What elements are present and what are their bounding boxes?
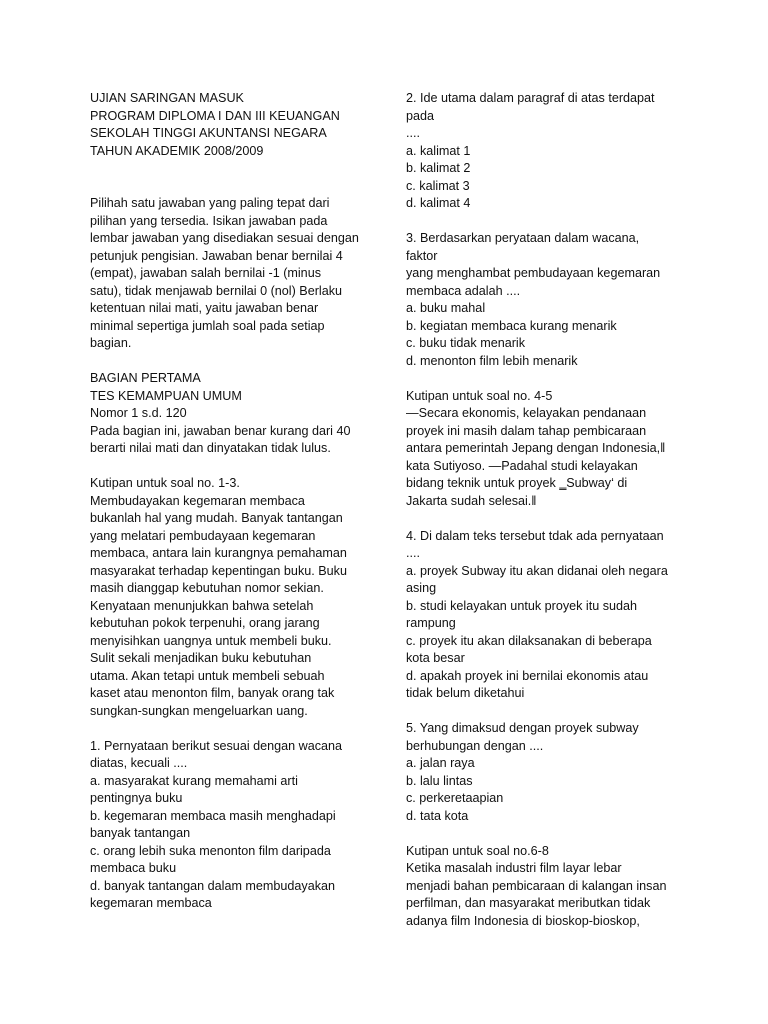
text-line: bukanlah hal yang mudah. Banyak tantangan [90,511,343,525]
header-line: SEKOLAH TINGGI AKUNTANSI NEGARA [90,126,327,140]
text-line: masyarakat terhadap kepentingan buku. Buku [90,563,347,578]
text-line: d. apakah proyek ini bernilai ekonomis atau [406,668,649,683]
text-line: pilihan yang tersedia. Isikan jawaban pada [90,213,328,228]
text-line: 4. Di dalam teks tersebut tdak ada pernyataan [406,528,664,543]
text-line: Kutipan untuk soal no. 4-5 [406,388,553,403]
text-line: membaca adalah .... [406,283,521,298]
text-line: 3. Berdasarkan peryataan dalam wacana, [406,231,640,245]
text-line: .... [406,126,420,140]
passage-4-5 [406,388,679,511]
text-line: a. masyarakat kurang memahami arti [90,773,298,788]
text-line: faktor [406,248,438,263]
text-line: lembar jawaban yang disediakan sesuai dengan [90,231,359,245]
text-line: petunjuk pengisian. Jawaban benar bernilai 4 [90,248,343,263]
text-line: d. kalimat 4 [406,196,471,210]
text-line: BAGIAN PERTAMA [90,371,201,385]
passage-1-3 [90,475,362,720]
text-line: 5. Yang dimaksud dengan proyek subway [406,721,639,735]
text-line: Pilihah satu jawaban yang paling tepat dari [90,196,330,210]
text-line: b. lalu lintas [406,773,473,788]
text-line: masih dianggap kebutuhan nomor sekian. [90,581,324,595]
text-line: a. proyek Subway itu akan didanai oleh negara [406,563,668,578]
text-line: tidak belum diketahui [406,686,525,700]
instructions-paragraph [90,195,362,353]
text-line: b. studi kelayakan untuk proyek itu sudah [406,598,638,613]
text-line: kota besar [406,651,465,665]
text-line: menyisihkan uangnya untuk membeli buku. [90,633,332,648]
text-line: b. kegemaran membaca masih menghadapi [90,808,336,823]
text-line: —Secara ekonomis, kelayakan pendanaan [406,406,647,420]
right-column [406,90,679,930]
question-5 [406,720,679,825]
text-line: c. perkeretaapian [406,791,504,805]
text-line: kegemaran membaca [90,896,212,910]
text-line: perfilman, dan masyarakat meributkan tidak [406,896,651,910]
text-line: c. orang lebih suka menonton film daripada [90,843,331,858]
text-line: Sulit sekali menjadikan buku kebutuhan [90,651,312,665]
text-line: yang menghambat pembudayaan kegemaran [406,266,661,280]
text-line: bidang teknik untuk proyek ‗Subway‘ di [406,476,628,490]
text-line: satu), tidak menjawab bernilai 0 (nol) Berlaku [90,283,342,298]
text-line: proyek ini masih dalam tahap pembicaraan [406,423,647,438]
text-line: diatas, kecuali .... [90,756,188,770]
text-line: Pada bagian ini, jawaban benar kurang dari 40 [90,423,351,438]
text-line: kata Sutiyoso. —Padahal studi kelayakan [406,458,638,473]
text-line: d. tata kota [406,808,469,823]
text-line: c. kalimat 3 [406,178,470,193]
text-line: yang melatari pembudayaan kegemaran [90,528,316,543]
text-line: a. jalan raya [406,756,475,770]
text-line: b. kalimat 2 [406,161,471,175]
text-line: banyak tantangan [90,826,191,840]
question-2 [406,90,679,213]
header-line: UJIAN SARINGAN MASUK [90,91,244,105]
text-line: Kutipan untuk soal no. 1-3. [90,476,240,490]
text-line: Kutipan untuk soal no.6-8 [406,843,549,858]
text-line: .... [406,546,420,560]
text-line: sungkan-sungkan mengeluarkan uang. [90,703,308,718]
text-line: antara pemerintah Jepang dengan Indonesia,‖ [406,441,666,455]
text-line: c. proyek itu akan dilaksanakan di beberapa [406,633,652,648]
text-line: ketentuan nilai mati, yaitu jawaban benar [90,301,319,315]
section-heading [90,370,362,458]
text-line: Jakarta sudah selesai.‖ [406,493,537,508]
text-line: berarti nilai mati dan dinyatakan tidak lulus. [90,441,331,455]
text-line: pentingnya buku [90,791,183,805]
text-line: d. menonton film lebih menarik [406,353,578,368]
text-line: menjadi bahan pembicaraan di kalangan insan [406,878,667,893]
header-line: PROGRAM DIPLOMA I DAN III KEUANGAN [90,108,340,123]
text-line: kebutuhan pokok terpenuhi, orang jarang [90,616,320,630]
text-line: membaca, antara lain kurangnya pemahaman [90,546,347,560]
text-line: utama. Akan tetapi untuk membeli sebuah [90,668,325,683]
text-line: a. buku mahal [406,301,486,315]
passage-6-8 [406,843,679,931]
text-line: Nomor 1 s.d. 120 [90,406,187,420]
text-line: (empat), jawaban salah bernilai -1 (minus [90,266,321,280]
text-line: 2. Ide utama dalam paragraf di atas terdapat [406,91,655,105]
question-1 [90,738,362,913]
text-line: kaset atau menonton film, banyak orang tak [90,686,335,700]
text-line: rampung [406,616,456,630]
header-line: TAHUN AKADEMIK 2008/2009 [90,143,264,158]
left-column [90,90,362,913]
text-line: adanya film Indonesia di bioskop-bioskop, [406,913,640,928]
text-line: Kenyataan menunjukkan bahwa setelah [90,598,314,613]
question-3 [406,230,679,370]
text-line: Ketika masalah industri film layar lebar [406,861,622,875]
text-line: bagian. [90,336,132,350]
text-line: TES KEMAMPUAN UMUM [90,388,242,403]
text-line: membaca buku [90,861,177,875]
text-line: a. kalimat 1 [406,143,471,158]
text-line: pada [406,108,435,123]
question-4 [406,528,679,703]
text-line: 1. Pernyataan berikut sesuai dengan wacana [90,738,343,753]
text-line: Membudayakan kegemaran membaca [90,493,305,508]
text-line: minimal sepertiga jumlah soal pada setiap [90,318,325,333]
text-line: d. banyak tantangan dalam membudayakan [90,878,336,893]
text-line: berhubungan dengan .... [406,738,544,753]
exam-header [90,90,362,160]
text-line: c. buku tidak menarik [406,336,525,350]
text-line: b. kegiatan membaca kurang menarik [406,318,617,333]
text-line: asing [406,581,437,595]
